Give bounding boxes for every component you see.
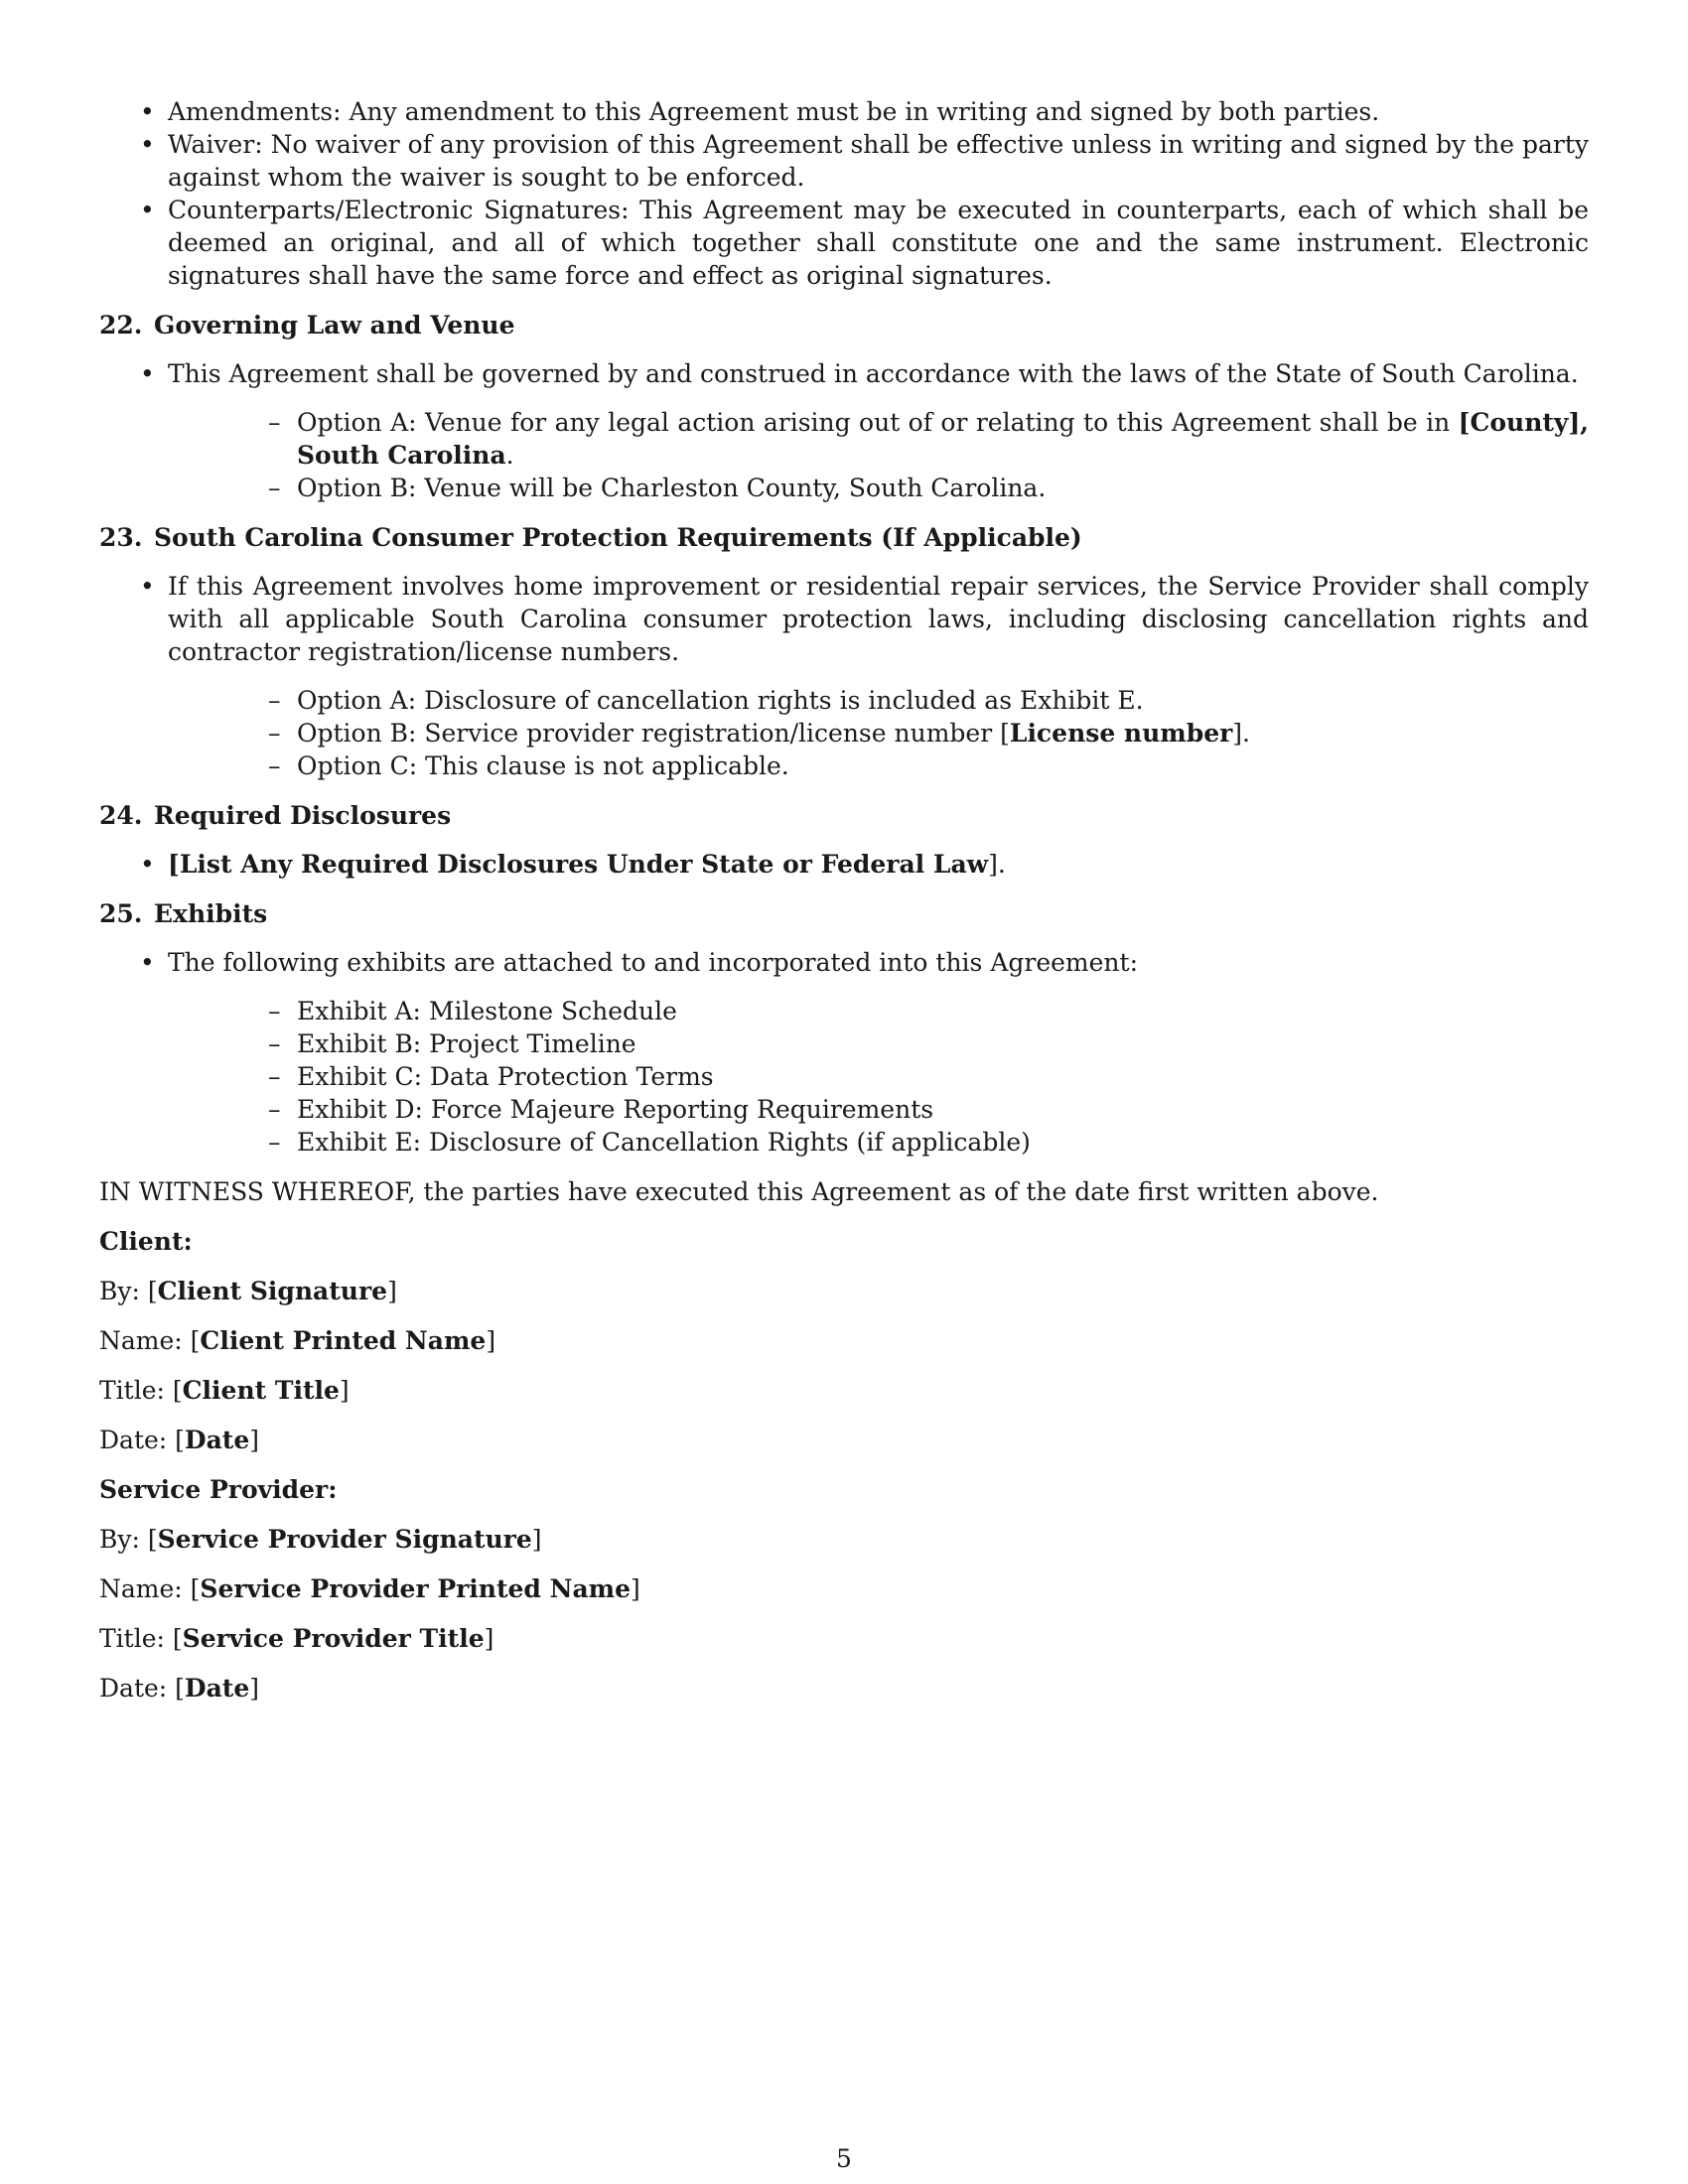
general-provisions-list: [99, 95, 1589, 292]
disclosures-item: [99, 848, 1589, 881]
client-by-line: By: [Client Signature]: [99, 1277, 397, 1305]
section-24-list: [99, 848, 1589, 881]
field-label: Date:: [99, 1426, 168, 1454]
field-label: Title:: [99, 1376, 165, 1405]
provider-signature-placeholder: Service Provider Signature: [157, 1525, 532, 1554]
field-label: By:: [99, 1277, 140, 1305]
section-25-list: [99, 946, 1589, 1159]
exhibits-item: [99, 946, 1589, 1159]
provider-date-line: Date: [Date]: [99, 1674, 260, 1703]
section-title: Required Disclosures: [154, 801, 452, 830]
counterparts-item: • Counterparts/Electronic Signatures: This Agreement may be executed in counterparts, each of which shall be deemed an original, and all of which together shall constitute one and the same instrument. Electronic signatures shall have the same force and effect as original signatures.: [99, 194, 1589, 292]
provider-name-line: Name: [Service Provider Printed Name]: [99, 1574, 640, 1603]
section-number: 23.: [99, 523, 143, 552]
consumer-protection-text: If this Agreement involves home improvement or residential repair services, the Service Provider shall comply with all applicable South Carolina consumer protection laws, including disclosing cancellation rights and contractor registration/license numbers.: [168, 572, 1589, 666]
client-name-line: Name: [Client Printed Name]: [99, 1326, 496, 1355]
client-signature-placeholder: Client Signature: [157, 1277, 388, 1305]
exhibit-item: – Exhibit D: Force Majeure Reporting Requirements: [168, 1093, 1589, 1126]
governing-law-item: [99, 357, 1589, 504]
venue-option-a: [168, 406, 1589, 472]
field-label: By:: [99, 1525, 140, 1554]
option-punct: .: [505, 441, 514, 470]
bracket-close: ].: [988, 850, 1006, 879]
field-label: Name:: [99, 1574, 183, 1603]
section-number: 25.: [99, 899, 143, 928]
witness-statement: IN WITNESS WHEREOF, the parties have executed this Agreement as of the date first written above.: [99, 1177, 1379, 1206]
disclosures-placeholder: [List Any Required Disclosures Under State or Federal Law: [168, 850, 989, 879]
consumer-option-c: – Option C: This clause is not applicable.: [168, 750, 1589, 782]
field-label: Name:: [99, 1326, 183, 1355]
client-date-placeholder: Date: [184, 1426, 250, 1454]
section-title: Exhibits: [154, 899, 268, 928]
exhibit-item: – Exhibit A: Milestone Schedule: [168, 995, 1589, 1027]
provider-date-placeholder: Date: [184, 1674, 250, 1703]
section-heading-22: [99, 309, 1589, 341]
section-title: Governing Law and Venue: [154, 311, 515, 340]
venue-options: [168, 406, 1589, 504]
section-22-list: [99, 357, 1589, 504]
consumer-option-a: – Option A: Disclosure of cancellation rights is included as Exhibit E.: [168, 684, 1589, 717]
bracket-open: [: [1000, 719, 1010, 748]
section-23-list: [99, 570, 1589, 782]
option-text: Option B: Service provider registration/license number: [297, 719, 1001, 748]
provider-by-line: By: [Service Provider Signature]: [99, 1525, 542, 1554]
amendments-item: • Amendments: Any amendment to this Agreement must be in writing and signed by both parties.: [99, 95, 1589, 128]
client-name-placeholder: Client Printed Name: [200, 1326, 487, 1355]
venue-option-b: – Option B: Venue will be Charleston County, South Carolina.: [168, 472, 1589, 504]
field-label: Title:: [99, 1624, 165, 1653]
exhibit-item: – Exhibit E: Disclosure of Cancellation Rights (if applicable): [168, 1126, 1589, 1159]
county-placeholder: [County], South Carolina: [297, 408, 1589, 470]
exhibits-intro: The following exhibits are attached to and incorporated into this Agreement:: [168, 948, 1139, 977]
page-number: 5: [836, 2144, 852, 2173]
governing-law-text: This Agreement shall be governed by and construed in accordance with the laws of the State of South Carolina.: [168, 359, 1579, 388]
consumer-option-b: [168, 717, 1589, 750]
provider-name-placeholder: Service Provider Printed Name: [200, 1574, 632, 1603]
license-placeholder: License number: [1009, 719, 1233, 748]
client-date-line: Date: [Date]: [99, 1426, 260, 1454]
field-label: Date:: [99, 1674, 168, 1703]
client-title-placeholder: Client Title: [182, 1376, 340, 1405]
provider-heading: Service Provider:: [99, 1475, 338, 1504]
section-heading-23: [99, 521, 1589, 554]
consumer-options: [168, 684, 1589, 782]
section-title: South Carolina Consumer Protection Requirements (If Applicable): [154, 523, 1082, 552]
provider-title-line: Title: [Service Provider Title]: [99, 1624, 494, 1653]
bracket-close: ].: [1232, 719, 1250, 748]
section-number: 22.: [99, 311, 143, 340]
section-number: 24.: [99, 801, 143, 830]
provider-title-placeholder: Service Provider Title: [182, 1624, 485, 1653]
exhibit-item: – Exhibit B: Project Timeline: [168, 1027, 1589, 1060]
client-heading: Client:: [99, 1227, 193, 1256]
client-title-line: Title: [Client Title]: [99, 1376, 350, 1405]
exhibit-list: [168, 995, 1589, 1159]
option-text: Option A: Venue for any legal action arising out of or relating to this Agreement shall be in: [297, 408, 1459, 437]
consumer-protection-item: [99, 570, 1589, 782]
waiver-item: • Waiver: No waiver of any provision of this Agreement shall be effective unless in writing and signed by the party against whom the waiver is sought to be enforced.: [99, 128, 1589, 194]
section-heading-25: [99, 897, 1589, 930]
section-heading-24: [99, 799, 1589, 832]
exhibit-item: – Exhibit C: Data Protection Terms: [168, 1060, 1589, 1093]
document-page: [99, 95, 1589, 1705]
